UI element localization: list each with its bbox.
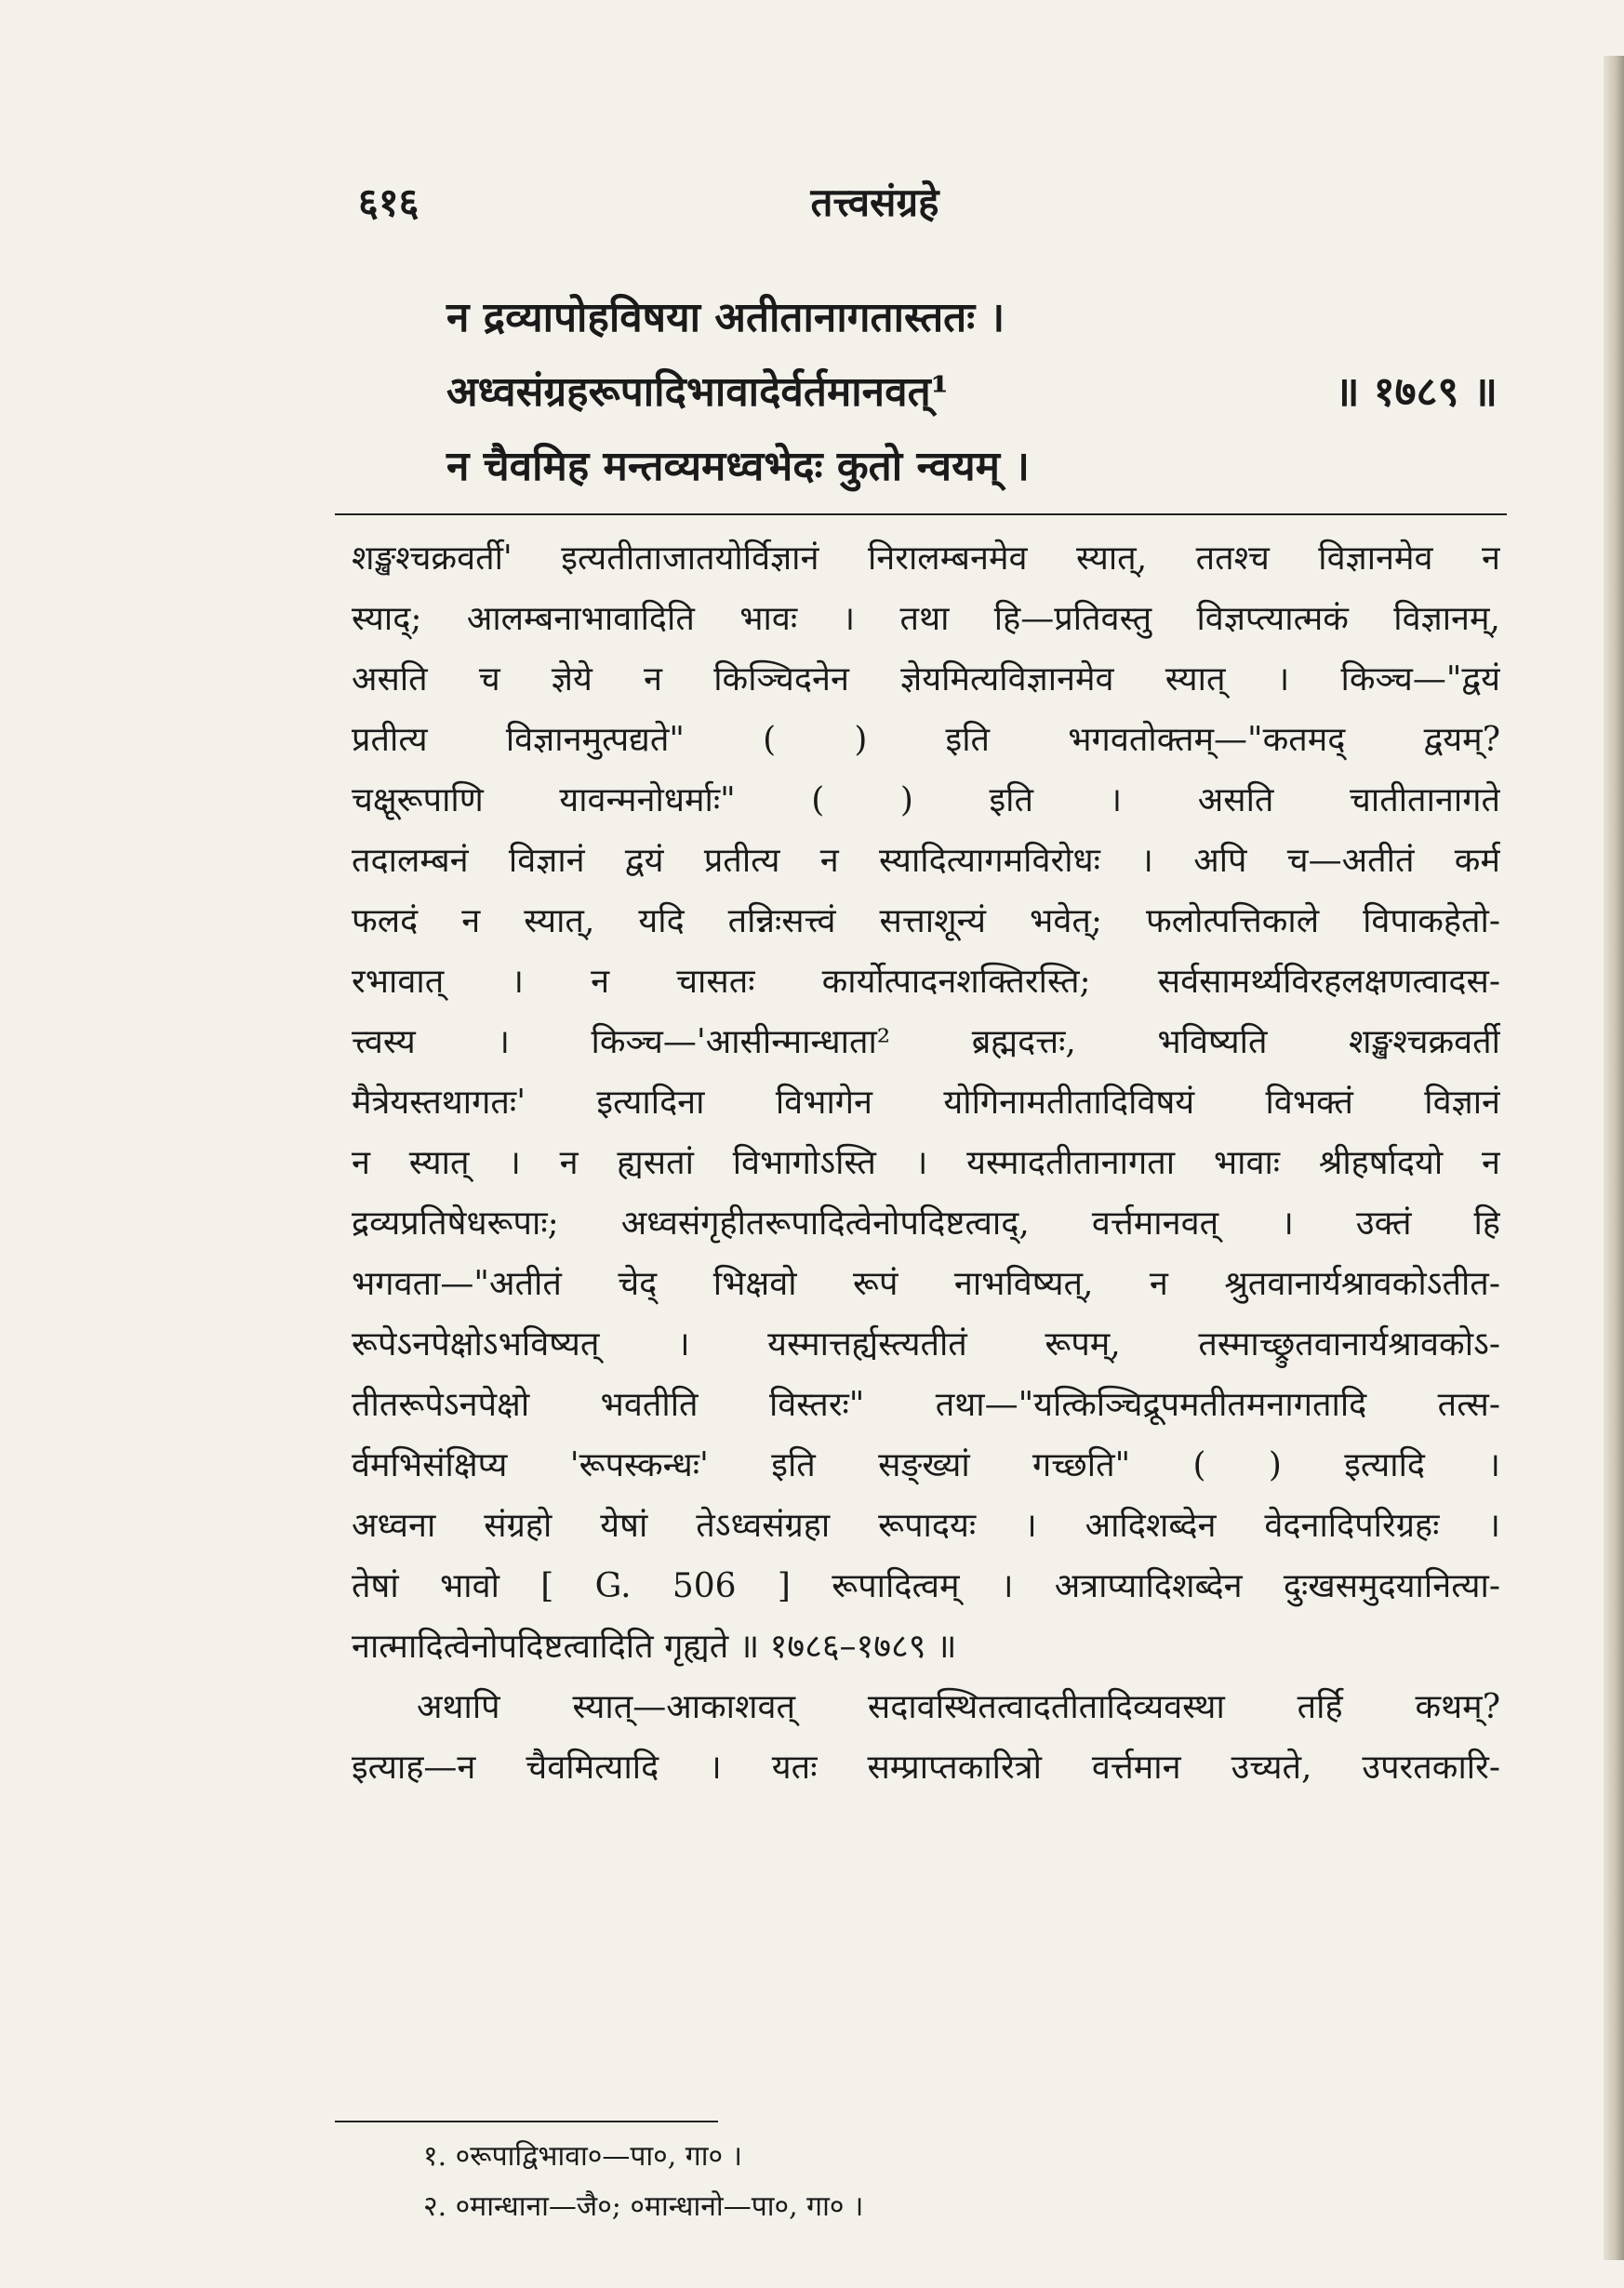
verse-line: न चैवमिह मन्तव्यमध्वभेदः कुतो न्वयम् । <box>446 443 1030 490</box>
commentary-line: भगवता—"अतीतं चेद् भिक्षवो रूपं नाभविष्यत्, न श्रुतवानार्यश्रावकोऽतीत- <box>352 1265 1500 1303</box>
verse-number: ॥ १७८९ ॥ <box>1335 368 1498 416</box>
commentary-line: तेषां भावो [ G. 506 ] रूपादित्वम् । अत्राप्यादिशब्देन दुःखसमुदयानित्या- <box>352 1567 1500 1605</box>
commentary-line: अथापि स्यात्—आकाशवत् सदावस्थितत्वादतीतादिव्यवस्था तर्हि कथम्? <box>417 1688 1500 1726</box>
footnotes <box>423 2132 863 2232</box>
verse-block <box>446 281 1498 504</box>
verse-line: न द्रव्यापोहविषया अतीतानागतास्ततः । <box>446 294 1005 341</box>
page-header <box>358 175 1391 231</box>
commentary-line: स्याद्; आलम्बनाभावादिति भावः । तथा हि—प्रतिवस्तु विज्ञप्त्यात्मकं विज्ञानम्, <box>352 600 1500 638</box>
commentary-line: इत्याह—न चैवमित्यादि । यतः सम्प्राप्तकारित्रो वर्त्तमान उच्यते, उपरतकारि- <box>352 1749 1500 1787</box>
commentary-line: रूपेऽनपेक्षोऽभविष्यत् । यस्मात्तर्ह्यस्त्यतीतं रूपम्, तस्माच्छ्रुतवानार्यश्रावकोऽ- <box>352 1325 1500 1363</box>
commentary-line: त्त्वस्य । किञ्च—'आसीन्मान्धाता² ब्रह्मदत्तः, भविष्यति शङ्खश्चक्रवर्ती <box>352 1023 1500 1061</box>
commentary-line: तीतरूपेऽनपेक्षो भवतीति विस्तरः" तथा—"यत्किञ्चिद्रूपमतीतमनागतादि तत्स- <box>352 1386 1500 1424</box>
commentary-line: मैत्रेयस्तथागतः' इत्यादिना विभागेन योगिनामतीतादिविषयं विभक्तं विज्ञानं <box>352 1084 1500 1122</box>
commentary-line: प्रतीत्य विज्ञानमुत्पद्यते" ( ) इति भगवतोक्तम्—"कतमद् द्वयम्? <box>352 721 1500 759</box>
verse-line-text: अध्वसंग्रहरूपादिभावादेर्वर्तमानवत्¹ <box>446 368 949 416</box>
commentary-line: द्रव्यप्रतिषेधरूपाः; अध्वसंगृहीतरूपादित्वेनोपदिष्टत्वाद्, वर्त्तमानवत् । उक्तं हि <box>352 1204 1500 1243</box>
footnote-divider <box>335 2121 718 2122</box>
commentary-line: चक्षूरूपाणि यावन्मनोधर्माः" ( ) इति । असति चातीतानागते <box>352 781 1500 819</box>
commentary-line: फलदं न स्यात्, यदि तन्निःसत्त्वं सत्ताशून्यं भवेत्; फलोत्पत्तिकाले विपाकहेतो- <box>352 902 1500 940</box>
commentary-line: नात्मादित्वेनोपदिष्टत्वादिति गृह्यते ॥ १७८६–१७८९ ॥ <box>352 1628 957 1666</box>
commentary-line: शङ्खश्चक्रवर्ती' इत्यतीताजातयोर्विज्ञानं निरालम्बनमेव स्यात्, ततश्च विज्ञानमेव न <box>352 539 1500 578</box>
page-number: ६१६ <box>358 180 419 225</box>
footnote: २. ०मान्धाना—जै०; ०मान्धानो—पा०, गा० । <box>423 2190 864 2223</box>
commentary-line: तदालम्बनं विज्ञानं द्वयं प्रतीत्य न स्यादित्यागमविरोधः । अपि च—अतीतं कर्म <box>352 842 1500 880</box>
footnote: १. ०रूपाद्विभावा०—पा०, गा० । <box>423 2140 742 2173</box>
commentary-line: न स्यात् । न ह्यसतां विभागोऽस्ति । यस्मादतीतानागता भावाः श्रीहर्षादयो न <box>352 1144 1500 1182</box>
commentary-line: र्वमभिसंक्षिप्य 'रूपस्कन्धः' इति सङ्ख्यां गच्छति" ( ) इत्यादि । <box>352 1446 1500 1484</box>
commentary-line: असति च ज्ञेये न किञ्चिदनेन ज्ञेयमित्यविज्ञानमेव स्यात् । किञ्च—"द्वयं <box>352 660 1500 698</box>
running-title: तत्त्वसंग्रहे <box>810 180 939 225</box>
commentary-block <box>352 528 1500 1798</box>
page-edge-shadow <box>1604 56 1624 2260</box>
verse-line <box>446 355 1498 430</box>
commentary-line: रभावात् । न चासतः कार्योत्पादनशक्तिरस्ति; सर्वसामर्थ्यविरहलक्षणत्वादस- <box>352 963 1500 1001</box>
section-divider <box>335 513 1507 515</box>
commentary-line: अध्वना संग्रहो येषां तेऽध्वसंग्रहा रूपादयः । आदिशब्देन वेदनादिपरिग्रहः । <box>352 1507 1500 1545</box>
